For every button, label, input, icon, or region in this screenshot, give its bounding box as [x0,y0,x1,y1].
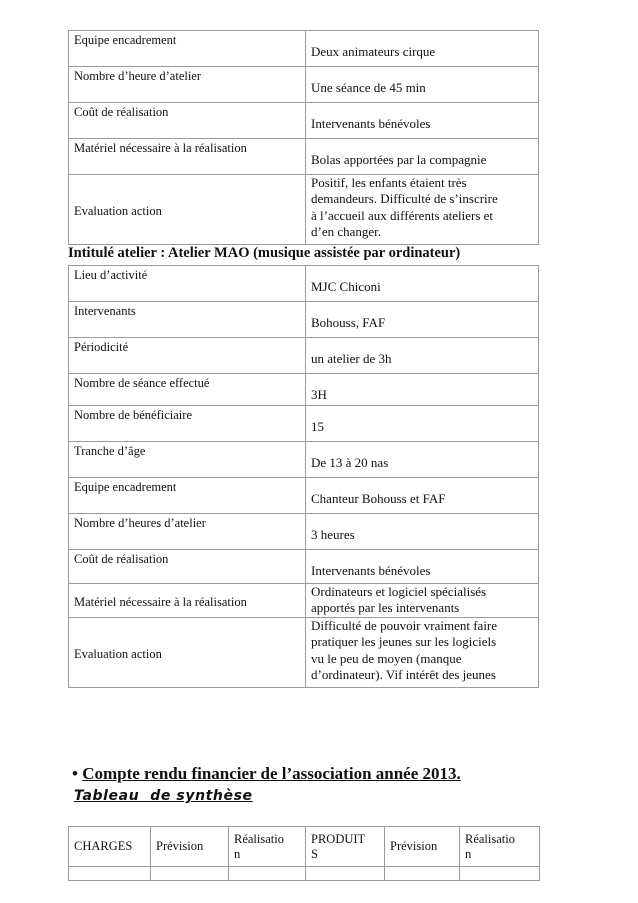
header-charges: CHARGES [69,827,151,867]
value-line: 3H [311,387,327,402]
row-label: Tranche d’âge [69,442,306,478]
row-label: Evaluation action [69,175,306,245]
row-label: Coût de réalisation [69,550,306,584]
section-heading [72,764,461,784]
row-value [306,514,539,550]
synthesis-subtitle: Tableau de synthèse [74,788,253,804]
value-line: De 13 à 20 nas [311,455,389,470]
row-value [306,139,539,175]
row-value [306,584,539,618]
table-row [69,175,539,245]
table-row [69,618,539,688]
header-realisation-2: Réalisatio n [460,827,540,867]
row-value [306,618,539,688]
row-label: Equipe encadrement [69,31,306,67]
row-label: Nombre de bénéficiaire [69,406,306,442]
value-line: Intervenants bénévoles [311,563,431,578]
value-line: pratiquer les jeunes sur les logiciels [311,634,497,650]
row-value [306,266,539,302]
value-line: Chanteur Bohouss et FAF [311,491,446,506]
value-line: d’ordinateur). Vif intérêt des jeunes [311,666,496,682]
row-label: Nombre d’heures d’atelier [69,514,306,550]
row-value [306,67,539,103]
row-label: Nombre de séance effectué [69,374,306,406]
value-line: Intervenants bénévoles [311,116,431,131]
table-row [69,266,539,302]
header-realisation: Réalisatio n [229,827,306,867]
row-value [306,406,539,442]
row-label: Intervenants [69,302,306,338]
header-produits: PRODUIT S [306,827,385,867]
row-value [306,478,539,514]
row-value [306,31,539,67]
row-value [306,175,539,245]
row-value [306,374,539,406]
table-row [69,302,539,338]
table-row [69,103,539,139]
value-line: à l’accueil aux différents ateliers et [311,207,494,223]
row-label: Coût de réalisation [69,103,306,139]
table-row [69,478,539,514]
bullet: • [72,764,78,783]
finance-empty-row [69,867,540,881]
row-label: Périodicité [69,338,306,374]
row-label: Evaluation action [69,618,306,688]
value-line: Une séance de 45 min [311,80,426,95]
value-line: 3 heures [311,527,355,542]
table-row [69,550,539,584]
section-title: Compte rendu financier de l’association année 2013. [82,764,461,783]
row-label: Lieu d’activité [69,266,306,302]
value-line: vu le peu de moyen (manque [311,650,462,666]
table-row [69,338,539,374]
row-value [306,103,539,139]
row-value [306,442,539,478]
header-prevision: Prévision [151,827,229,867]
table-row [69,442,539,478]
row-label: Matériel nécessaire à la réalisation [69,584,306,618]
row-label: Matériel nécessaire à la réalisation [69,139,306,175]
row-value [306,302,539,338]
value-line: MJC Chiconi [311,279,381,294]
row-label: Equipe encadrement [69,478,306,514]
value-line: d’en changer. [311,223,382,239]
activity-table-cirque [68,30,539,245]
table-row [69,139,539,175]
value-line: Difficulté de pouvoir vraiment faire [311,618,498,633]
table-row [69,514,539,550]
value-line: Bolas apportées par la compagnie [311,152,487,167]
finance-table [68,826,540,881]
table-row [69,584,539,618]
activity-table-mao [68,265,539,688]
value-line: Deux animateurs cirque [311,44,436,59]
table-row [69,67,539,103]
finance-header-row [69,827,540,867]
value-line: 15 [311,419,324,434]
table-row [69,31,539,67]
table-row [69,374,539,406]
value-line: Positif, les enfants étaient très [311,175,467,190]
row-label: Nombre d’heure d’atelier [69,67,306,103]
row-value [306,338,539,374]
value-line: Ordinateurs et logiciel spécialisés [311,584,487,599]
atelier-title: Intitulé atelier : Atelier MAO (musique assistée par ordinateur) [68,245,461,261]
value-line: demandeurs. Difficulté de s’inscrire [311,191,498,207]
header-prevision-2: Prévision [385,827,460,867]
value-line: apportés par les intervenants [311,600,460,616]
value-line: Bohouss, FAF [311,315,386,330]
table-row [69,406,539,442]
value-line: un atelier de 3h [311,351,392,366]
row-value [306,550,539,584]
